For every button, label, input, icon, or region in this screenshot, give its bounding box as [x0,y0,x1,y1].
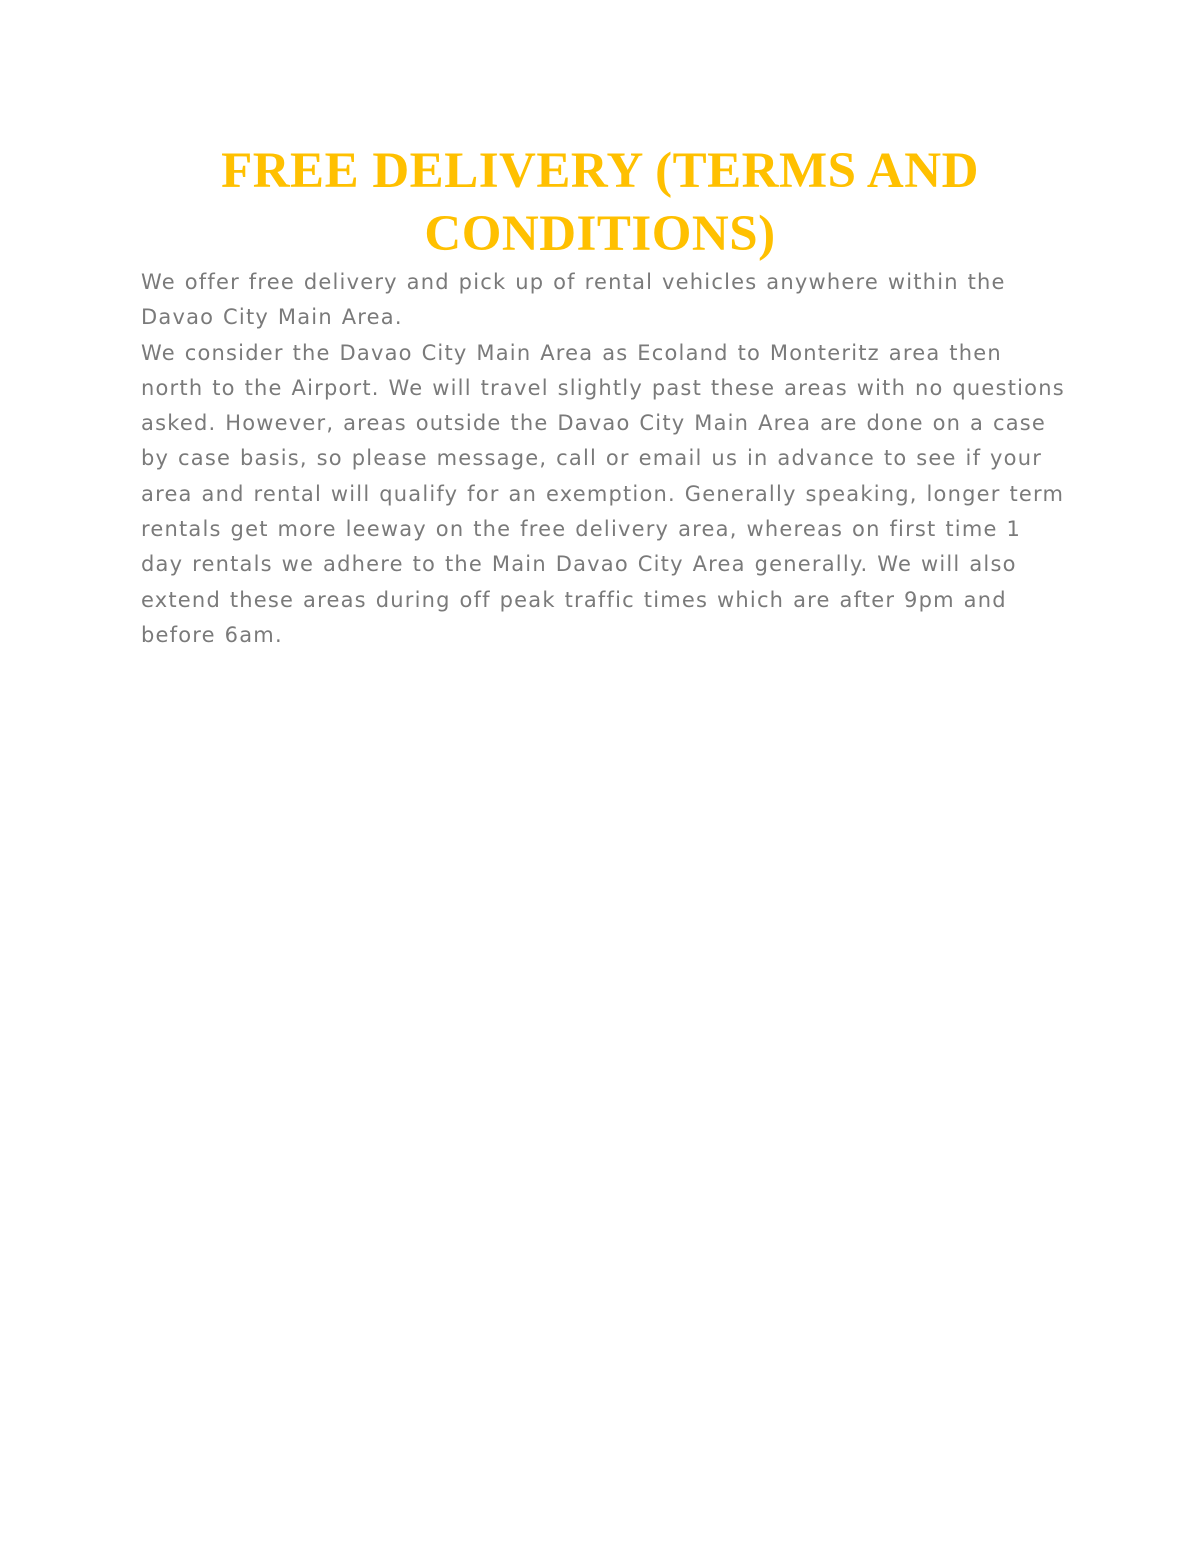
document-body [141,265,1071,653]
paragraph-delivery-area-details: We consider the Davao City Main Area as Ecoland to Monteritz area then north to the Airport. We will travel slightly past these areas with no questions asked. However, areas outside the Davao City Main Area are done on a case by case basis, so please message, call or email us in advance to see if your area and rental will qualify for an exemption. Generally speaking, longer term rentals get more leeway on the free delivery area, whereas on first time 1 day rentals we adhere to the Main Davao City Area generally. We will also extend these areas during off peak traffic times which are after 9pm and before 6am. [141,340,1065,647]
paragraph-delivery-offer: We offer free delivery and pick up of rental vehicles anywhere within the Davao City Main Area. [141,270,1006,330]
document-title: FREE DELIVERY (TERMS AND CONDITIONS) [221,143,979,262]
